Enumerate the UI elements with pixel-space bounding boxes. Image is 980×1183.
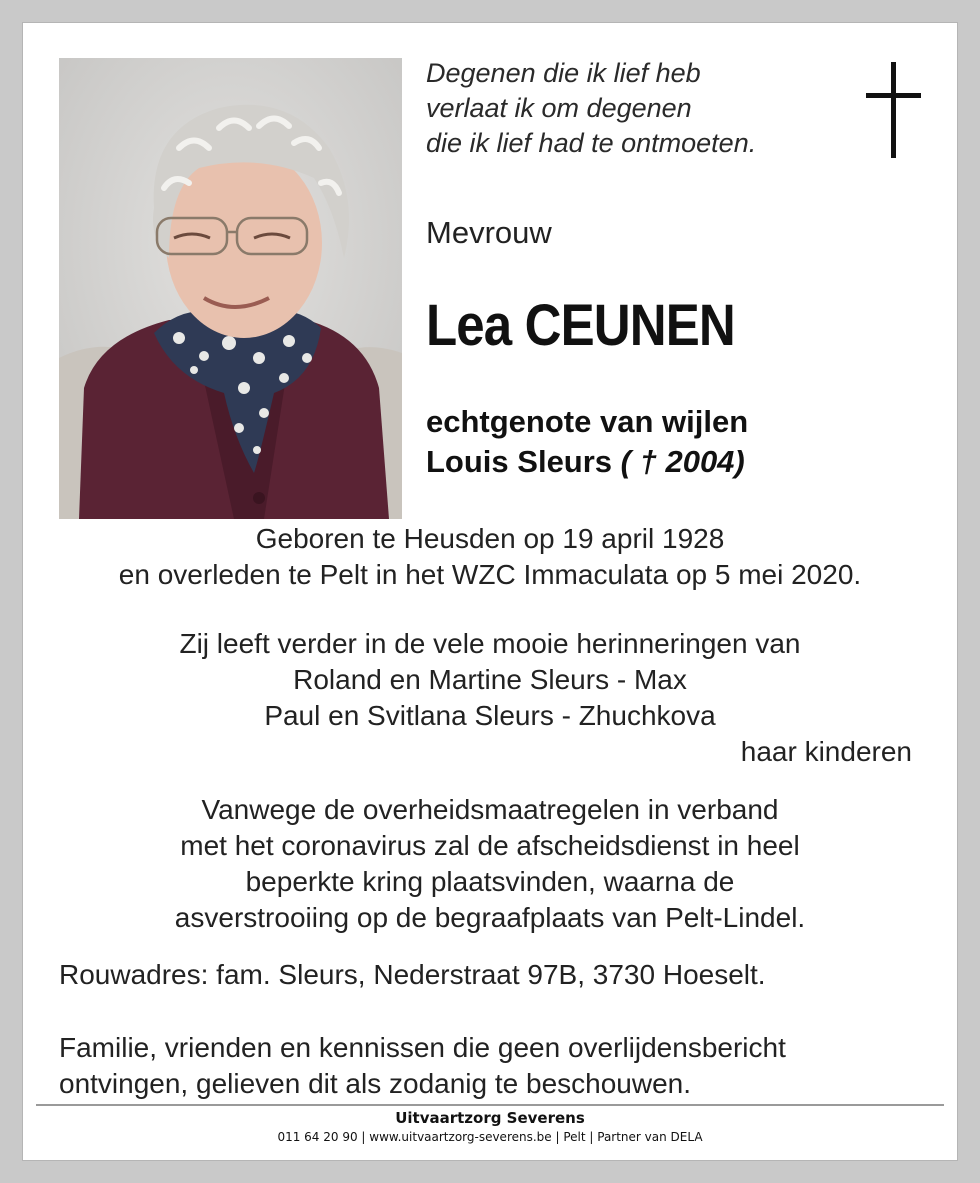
funeral-home-name: Uitvaartzorg Severens bbox=[395, 1109, 585, 1127]
family-line-2: ontvingen, gelieven dit als zodanig te beschouwen. bbox=[59, 1068, 691, 1099]
deceased-title: Mevrouw bbox=[426, 215, 552, 250]
spouse-name: Louis Sleurs bbox=[426, 444, 613, 479]
spouse-death-year: ( † 2004) bbox=[620, 444, 745, 479]
obituary-card bbox=[22, 22, 958, 1161]
spouse-name-line bbox=[426, 442, 748, 482]
family-line-1: Familie, vrienden en kennissen die geen overlijdensbericht bbox=[59, 1032, 786, 1063]
spouse-relation: echtgenote van wijlen bbox=[426, 404, 749, 439]
child-1: Roland en Martine Sleurs - Max bbox=[293, 664, 687, 695]
portrait-photo bbox=[59, 58, 402, 519]
memories-intro: Zij leeft verder in de vele mooie herinneringen van bbox=[179, 628, 801, 659]
memorial-quote bbox=[426, 56, 846, 161]
quote-line-3: die ik lief had te ontmoeten. bbox=[426, 128, 757, 158]
quote-line-1: Degenen die ik lief heb bbox=[426, 58, 701, 88]
footer-divider bbox=[36, 1104, 944, 1106]
survivors-block bbox=[22, 626, 958, 734]
birth-line: Geboren te Heusden op 19 april 1928 bbox=[255, 523, 725, 554]
spouse-block bbox=[426, 402, 748, 482]
child-2: Paul en Svitlana Sleurs - Zhuchkova bbox=[264, 700, 716, 731]
funeral-home-contact: 011 64 20 90 | www.uitvaartzorg-severens.be | Pelt | Partner van DELA bbox=[277, 1130, 703, 1144]
birth-death-info bbox=[22, 521, 958, 593]
notice-line-3: beperkte kring plaatsvinden, waarna de bbox=[245, 866, 735, 897]
death-line: en overleden te Pelt in het WZC Immaculata op 5 mei 2020. bbox=[118, 559, 862, 590]
notice-line-2: met het coronavirus zal de afscheidsdienst in heel bbox=[180, 830, 800, 861]
mourning-address: Rouwadres: fam. Sleurs, Nederstraat 97B, 3730 Hoeselt. bbox=[59, 959, 766, 990]
cross-icon bbox=[864, 62, 924, 167]
children-label: haar kinderen bbox=[740, 736, 912, 767]
notice-line-4: asverstrooiing op de begraafplaats van Pelt-Lindel. bbox=[174, 902, 806, 933]
funeral-notice bbox=[22, 792, 958, 936]
quote-line-2: verlaat ik om degenen bbox=[426, 93, 692, 123]
notice-line-1: Vanwege de overheidsmaatregelen in verband bbox=[201, 794, 779, 825]
family-notice bbox=[59, 1030, 786, 1102]
deceased-name: Lea CEUNEN bbox=[426, 293, 735, 358]
